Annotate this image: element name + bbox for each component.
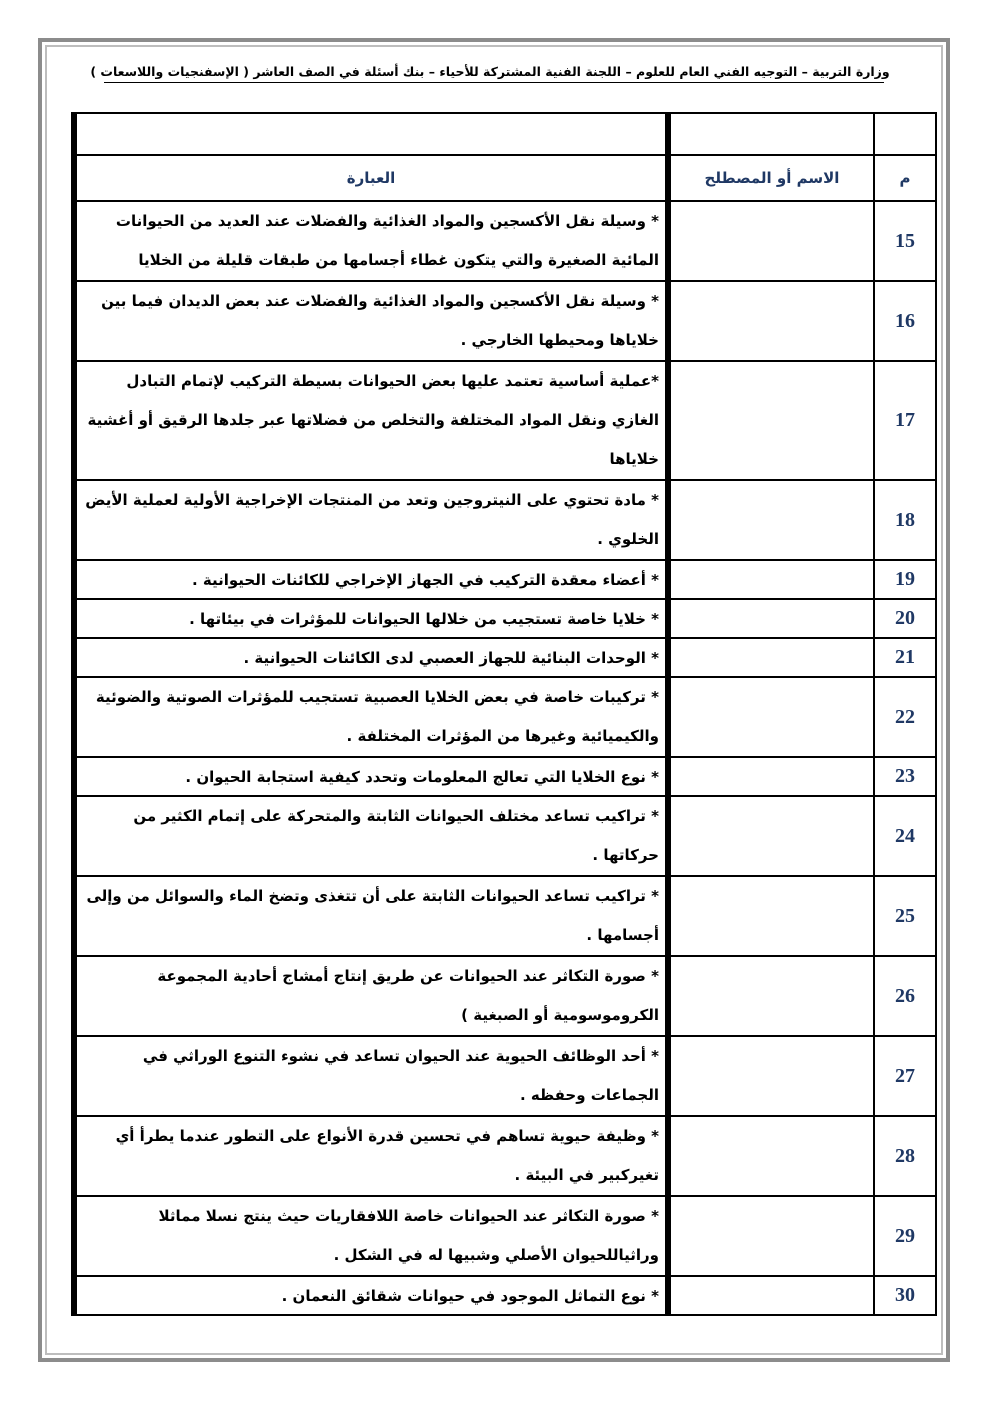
statement-text: * نوع التماثل الموجود في حيوانات شقائق النعمان .: [74, 1276, 668, 1315]
table-row: [74, 1036, 936, 1116]
statement-text: * تراكيب تساعد مختلف الحيوانات الثابتة والمتحركة على إتمام الكثير من حركاتها .: [74, 796, 668, 876]
table-row: [74, 677, 936, 757]
row-number: 18: [874, 480, 936, 560]
row-number: 29: [874, 1196, 936, 1276]
row-number: 16: [874, 281, 936, 361]
header-statement: العبارة: [74, 155, 668, 201]
header-name: الاسم أو المصطلح: [668, 155, 874, 201]
term-answer-cell[interactable]: [668, 638, 874, 677]
term-answer-cell[interactable]: [668, 361, 874, 480]
header-m: م: [874, 155, 936, 201]
table-row: [74, 281, 936, 361]
term-answer-cell[interactable]: [668, 201, 874, 281]
statement-text: * وظيفة حيوية تساهم في تحسين قدرة الأنواع على التطور عندما يطرأ أي تغيركبير في البيئة .: [74, 1116, 668, 1196]
term-answer-cell[interactable]: [668, 876, 874, 956]
table-row: [74, 560, 936, 599]
empty-cell-statement: [74, 113, 668, 155]
empty-cell-m: [874, 113, 936, 155]
row-number: 15: [874, 201, 936, 281]
header-underline: [104, 82, 884, 83]
empty-cell-name: [668, 113, 874, 155]
table-row: [74, 757, 936, 796]
statement-text: * أعضاء معقدة التركيب في الجهاز الإخراجي للكائنات الحيوانية .: [74, 560, 668, 599]
statement-text: * خلايا خاصة تستجيب من خلالها الحيوانات للمؤثرات في بيئاتها .: [74, 599, 668, 638]
table-row: [74, 1116, 936, 1196]
row-number: 19: [874, 560, 936, 599]
statement-text: * وسيلة نقل الأكسجين والمواد الغذائية والفضلات عند العديد من الحيوانات المائية الصغيرة والتي يتكون غطاء أجسامها من طبقات قليلة من الخلايا: [74, 201, 668, 281]
row-number: 20: [874, 599, 936, 638]
table-row: [74, 361, 936, 480]
table-row: [74, 1276, 936, 1315]
table-row: [74, 1196, 936, 1276]
table-row: [74, 201, 936, 281]
row-number: 24: [874, 796, 936, 876]
table-row: [74, 480, 936, 560]
row-number: 28: [874, 1116, 936, 1196]
row-number: 27: [874, 1036, 936, 1116]
term-answer-cell[interactable]: [668, 757, 874, 796]
table-header-row: [74, 155, 936, 201]
statement-text: * تركيبات خاصة في بعض الخلايا العصبية تستجيب للمؤثرات الصوتية والضوئية والكيميائية وغيرها من المؤثرات المختلفة .: [74, 677, 668, 757]
statement-text: * صورة التكاثر عند الحيوانات خاصة اللافقاريات حيث ينتج نسلا مماثلا وراثياللحيوان الأصلي وشبيها له في الشكل .: [74, 1196, 668, 1276]
statement-text: * تراكيب تساعد الحيوانات الثابتة على أن تتغذى وتضخ الماء والسوائل من وإلى أجسامها .: [74, 876, 668, 956]
term-answer-cell[interactable]: [668, 560, 874, 599]
statement-text: * صورة التكاثر عند الحيوانات عن طريق إنتاج أمشاج أحادية المجموعة الكروموسومية أو الصبغية ): [74, 956, 668, 1036]
row-number: 23: [874, 757, 936, 796]
term-answer-cell[interactable]: [668, 796, 874, 876]
table-top-empty-row: [74, 113, 936, 155]
term-answer-cell[interactable]: [668, 677, 874, 757]
term-answer-cell[interactable]: [668, 1276, 874, 1315]
statement-text: * أحد الوظائف الحيوية عند الحيوان تساعد في نشوء التنوع الوراثي في الجماعات وحفظه .: [74, 1036, 668, 1116]
document-header: وزارة التربية – التوجيه الفني العام للعلوم – اللجنة الفنية المشتركة للأحياء – بنك أسئلة في الصف العاشر ( الإسفنجيات واللاسعات ): [90, 64, 890, 79]
term-answer-cell[interactable]: [668, 1196, 874, 1276]
row-number: 22: [874, 677, 936, 757]
term-answer-cell[interactable]: [668, 480, 874, 560]
statement-text: * نوع الخلايا التي تعالج المعلومات وتحدد كيفية استجابة الحيوان .: [74, 757, 668, 796]
term-answer-cell[interactable]: [668, 956, 874, 1036]
statement-text: * الوحدات البنائية للجهاز العصبي لدى الكائنات الحيوانية .: [74, 638, 668, 677]
table-row: [74, 876, 936, 956]
term-answer-cell[interactable]: [668, 1116, 874, 1196]
row-number: 21: [874, 638, 936, 677]
table-row: [74, 796, 936, 876]
row-number: 17: [874, 361, 936, 480]
row-number: 26: [874, 956, 936, 1036]
term-answer-cell[interactable]: [668, 281, 874, 361]
row-number: 25: [874, 876, 936, 956]
statement-text: * مادة تحتوي على النيتروجين وتعد من المنتجات الإخراجية الأولية لعملية الأيض الخلوي .: [74, 480, 668, 560]
term-answer-cell[interactable]: [668, 599, 874, 638]
table-row: [74, 956, 936, 1036]
term-answer-cell[interactable]: [668, 1036, 874, 1116]
statement-text: * وسيلة نقل الأكسجين والمواد الغذائية والفضلات عند بعض الديدان فيما بين خلاياها ومحيطها الخارجي .: [74, 281, 668, 361]
table-row: [74, 638, 936, 677]
statement-text: *عملية أساسية تعتمد عليها بعض الحيوانات بسيطة التركيب لإتمام التبادل الغازي ونقل المواد المختلفة والتخلص من فضلاتها عبر جلدها الرقيق أو أغشية خلاياها: [74, 361, 668, 480]
question-table: [71, 112, 937, 1316]
row-number: 30: [874, 1276, 936, 1315]
table-row: [74, 599, 936, 638]
